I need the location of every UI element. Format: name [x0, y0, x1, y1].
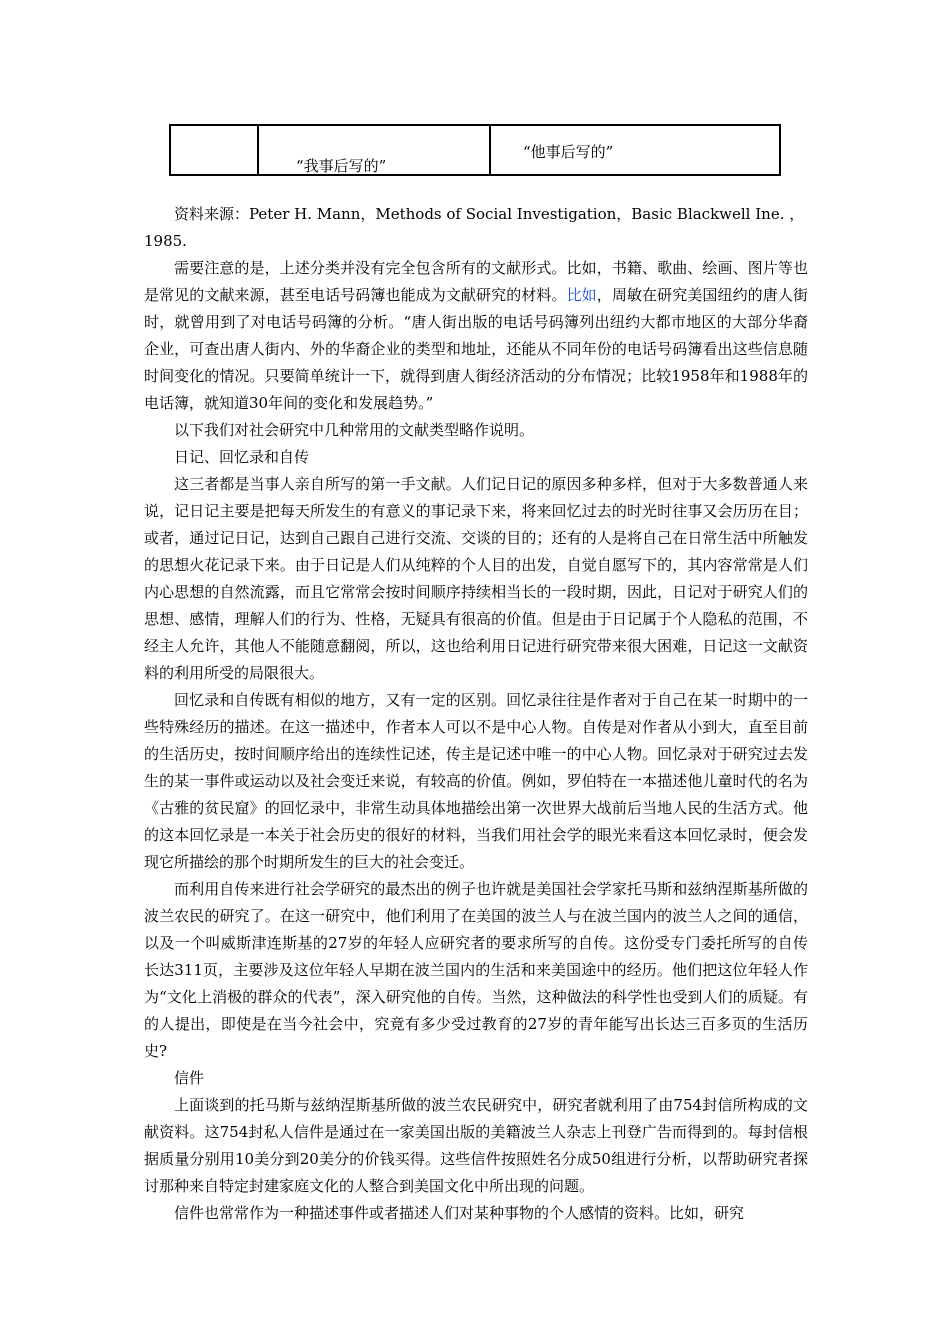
- inline-link[interactable]: 比如: [566, 286, 597, 304]
- paragraph-text: 需要注意的是，上述分类并没有完全包含所有的文献形式。比如，书籍、歌曲、绘画、图片等也是常见的文献来源，甚至电话号码簿也能成为文献研究的材料。: [144, 259, 808, 304]
- table-cell-other-later: [490, 125, 780, 175]
- table-row: [170, 125, 780, 175]
- cell-text-other-later: “他事后写的”: [523, 143, 614, 161]
- table-cell-empty: [170, 125, 258, 175]
- paragraph-diaries: 这三者都是当事人亲自所写的第一手文献。人们记日记的原因多种多样，但对于大多数普通人来说，记日记主要是把每天所发生的有意义的事记录下来，将来回忆过去的时光时往事又会历历在目；或者，通过记日记，达到自己跟自己进行交流、交谈的目的；还有的人是将自己在日常生活中所触发的思想火花记录下来。由于日记是人们从纯粹的个人目的出发，自觉自愿写下的，其内容常常是人们内心思想的自然流露，而且它常常会按时间顺序持续相当长的一段时期，因此，日记对于研究人们的思想、感情，理解人们的行为、性格，无疑具有很高的价值。但是由于日记属于个人隐私的范围，不经主人允许，其他人不能随意翻阅，所以，这也给利用日记进行研究带来很大困难，日记这一文献资料的利用所受的局限很大。: [144, 475, 808, 682]
- paragraph-other-sources: [144, 255, 808, 417]
- source-note: 资料来源：Peter H. Mann，Methods of Social Investigation，Basic Blackwell Ine. ，1985.: [144, 205, 805, 250]
- paragraph-autobiography: 而利用自传来进行社会学研究的最杰出的例子也许就是美国社会学家托马斯和兹纳涅斯基所做的波兰农民的研究了。在这一研究中，他们利用了在美国的波兰人与在波兰国内的波兰人之间的通信，以及一个叫威斯津连斯基的27岁的年轻人应研究者的要求所写的自传。这份受专门委托所写的自传长达311页，主要涉及这位年轻人早期在波兰国内的生活和来美国途中的经历。他们把这位年轻人作为“文化上消极的群众的代表”，深入研究他的自传。当然，这种做法的科学性也受到人们的质疑。有的人提出，即使是在当今社会中，究竟有多少受过教育的27岁的青年能写出长达三百多页的生活历史?: [144, 880, 808, 1060]
- paragraph-memoirs: 回忆录和自传既有相似的地方，又有一定的区别。回忆录往往是作者对于自己在某一时期中的一些特殊经历的描述。在这一描述中，作者本人可以不是中心人物。自传是对作者从小到大，直至目前的生活历史，按时间顺序给出的连续性记述，传主是记述中唯一的中心人物。回忆录对于研究过去发生的某一事件或运动以及社会变迁来说，有较高的价值。例如，罗伯特在一本描述他儿童时代的名为《古雅的贫民窟》的回忆录中，非常生动具体地描绘出第一次世界大战前后当地人民的生活方式。他的这本回忆录是一本关于社会历史的很好的材料，当我们用社会学的眼光来看这本回忆录时，便会发现它所描绘的那个时期所发生的巨大的社会变迁。: [144, 691, 808, 871]
- paragraph-text: ，周敏在研究美国纽约的唐人街时，就曾用到了对电话号码簿的分析。“唐人街出版的电话号码簿列出纽约大都市地区的大部分华裔企业，可查出唐人街内、外的华裔企业的类型和地址，还能从不同年份的电话号码簿看出这些信息随时间变化的情况。只要简单统计一下，就得到唐人街经济活动的分布情况；比较1958年和1988年的电话簿，就知道30年间的变化和发展趋势。”: [144, 286, 808, 412]
- paragraph-letters-cont: 信件也常常作为一种描述事件或者描述人们对某种事物的个人感情的资料。比如，研究: [174, 1204, 745, 1222]
- table-cell-self-later: [258, 125, 490, 175]
- section-heading-diaries: 日记、回忆录和自传: [174, 448, 310, 466]
- section-heading-letters: 信件: [174, 1069, 205, 1087]
- paragraph-intro: 以下我们对社会研究中几种常用的文献类型略作说明。: [174, 421, 535, 439]
- body-text: [144, 201, 808, 1227]
- paragraph-letters: 上面谈到的托马斯与兹纳涅斯基所做的波兰农民研究中，研究者就利用了由754封信所构成的文献资料。这754封私人信件是通过在一家美国出版的美籍波兰人杂志上刊登广告而得到的。每封信根据质量分别用10美分到20美分的价钱买得。这些信件按照姓名分成50组进行分析，以帮助研究者探讨那种来自特定封建家庭文化的人整合到美国文化中所出现的问题。: [144, 1096, 808, 1195]
- classification-table: [169, 124, 781, 176]
- cell-text-self-later: “我事后写的”: [296, 157, 387, 175]
